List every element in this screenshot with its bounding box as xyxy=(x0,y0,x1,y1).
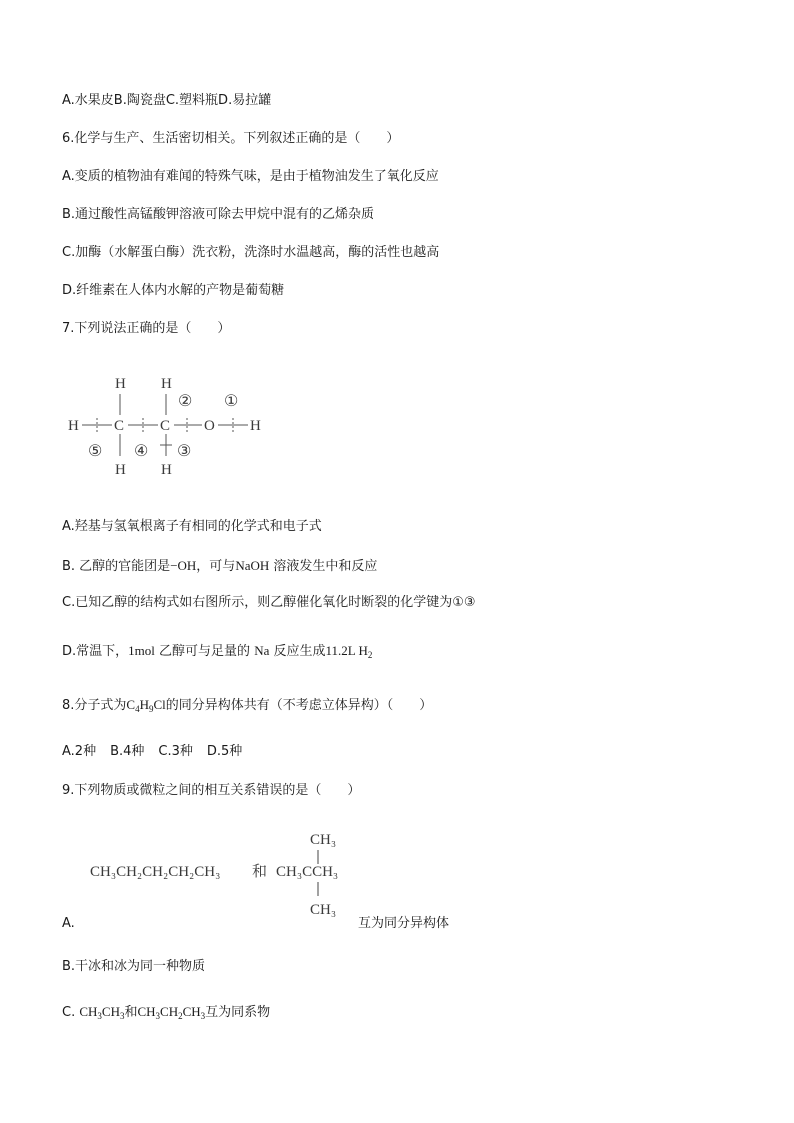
q9-a-methyl-bottom: CH₃ xyxy=(310,902,337,918)
q8-option-a: A.2种 xyxy=(62,744,97,759)
q8-option-b: B.4种 xyxy=(110,744,145,759)
atom-h-top-1: H xyxy=(115,376,126,392)
q9-c-and: 和 xyxy=(124,1005,138,1020)
atom-c-1: C xyxy=(114,418,125,434)
q6-option-a: A.变质的植物油有难闻的特殊气味，是由于植物油发生了氧化反应 xyxy=(62,169,439,184)
q8-option-c: C.3种 xyxy=(158,744,193,759)
q7-b-mid: ，可与 xyxy=(196,559,236,574)
q7-d-prefix: D.常温下， xyxy=(62,644,129,659)
q6-option-d: D.纤维素在人体内水解的产物是葡萄糖 xyxy=(62,283,285,298)
q9-c-f1-s2: 3 xyxy=(119,1011,125,1021)
q7-option-c: C.已知乙醇的结构式如右图所示，则乙醇催化氧化时断裂的化学键为①③ xyxy=(62,595,476,610)
q9-a-methyl-top: CH₃ xyxy=(310,832,337,848)
q9-option-a-relation: 互为同分异构体 xyxy=(358,916,450,931)
atom-h-right: H xyxy=(250,418,261,434)
q7-option-d xyxy=(62,642,372,661)
q9-a-formula-right: CH₃CCH₃ xyxy=(276,864,339,880)
q7-d-mid2: 反应生成 xyxy=(273,644,326,659)
bond-label-1: ① xyxy=(224,393,239,410)
q7-b-prefix: B. 乙醇的官能团是 xyxy=(62,559,171,574)
q8-formula-c: C xyxy=(126,697,136,712)
q6-option-c: C.加酶（水解蛋白酶）洗衣粉，洗涤时水温越高，酶的活性也越高 xyxy=(62,245,440,260)
q7-d-na: Na xyxy=(254,643,270,658)
q6-option-b: B.通过酸性高锰酸钾溶液可除去甲烷中混有的乙烯杂质 xyxy=(62,207,375,222)
q8-formula xyxy=(126,697,165,712)
q9-c-f1-s1: 3 xyxy=(97,1011,102,1021)
q7-stem: 7.下列说法正确的是（ ） xyxy=(62,321,231,336)
q7-d-subscript: 2 xyxy=(367,650,373,660)
atom-c-2: C xyxy=(160,418,171,434)
q8-options xyxy=(62,743,242,761)
q9-c-relation: 互为同系物 xyxy=(205,1005,271,1020)
q7-option-a: A.羟基与氢氧根离子有相同的化学式和电子式 xyxy=(62,519,322,534)
q9-c-f2-s1: 3 xyxy=(155,1011,161,1021)
bond-label-2: ② xyxy=(178,393,193,410)
q6-stem: 6.化学与生产、生活密切相关。下列叙述正确的是（ ） xyxy=(62,131,400,146)
q9-stem: 9.下列物质或微粒之间的相互关系错误的是（ ） xyxy=(62,783,361,798)
atom-h-bottom-1: H xyxy=(115,462,126,478)
q8-formula-c-sub: 4 xyxy=(135,704,140,714)
q9-c-f2-s3: 3 xyxy=(200,1011,206,1021)
q8-stem-suffix: 的同分异构体共有（不考虑立体异构）（ ） xyxy=(165,698,433,713)
q9-c-prefix: C. xyxy=(62,1005,80,1020)
ethanol-structure-figure xyxy=(62,368,282,488)
q8-formula-h: H xyxy=(139,697,149,712)
bond-label-3: ③ xyxy=(177,443,192,460)
q9-a-formula-figure xyxy=(88,828,368,920)
q7-b-suffix: 溶液发生中和反应 xyxy=(273,559,378,574)
q9-c-f2-a: CH xyxy=(137,1004,156,1019)
q9-c-f1-a: CH xyxy=(79,1004,98,1019)
q9-c-f1-b: CH xyxy=(101,1004,120,1019)
q5-options: A.水果皮B.陶瓷盘C.塑料瓶D.易拉罐 xyxy=(62,93,272,108)
q9-c-ethane xyxy=(79,1004,124,1019)
q9-a-and: 和 xyxy=(252,862,268,880)
q9-c-f2-b: CH xyxy=(160,1004,179,1019)
q8-option-d: D.5种 xyxy=(206,744,243,759)
q8-stem-prefix: 8.分子式为 xyxy=(62,698,127,713)
q7-b-naoh: NaOH xyxy=(235,558,270,573)
q8-formula-h-sub: 9 xyxy=(148,704,154,714)
atom-h-top-2: H xyxy=(161,376,172,392)
q7-d-mid: 乙醇可与足量的 xyxy=(159,644,251,659)
q9-option-a-label: A. xyxy=(62,916,75,931)
q9-option-c xyxy=(62,1003,270,1022)
atom-h-left: H xyxy=(68,418,79,434)
bond-label-4: ④ xyxy=(134,443,149,460)
q9-c-f2-c: CH xyxy=(182,1004,201,1019)
atom-o: O xyxy=(204,418,215,434)
atom-h-bottom-2: H xyxy=(161,462,172,478)
q9-a-formula-left: CH₃CH₂CH₂CH₂CH₃ xyxy=(90,864,221,880)
q7-option-b xyxy=(62,557,377,576)
bond-label-5: ⑤ xyxy=(88,443,103,460)
q8-stem xyxy=(62,696,432,715)
q9-c-propane xyxy=(137,1004,205,1019)
q7-d-volume: 11.2L H xyxy=(325,643,368,658)
q7-b-group: −OH xyxy=(170,558,197,573)
q9-option-b: B.干冰和冰为同一种物质 xyxy=(62,959,206,974)
q8-formula-cl: Cl xyxy=(153,697,166,712)
q9-c-f2-s2: 2 xyxy=(178,1011,183,1021)
q7-d-amount: 1mol xyxy=(128,643,155,658)
